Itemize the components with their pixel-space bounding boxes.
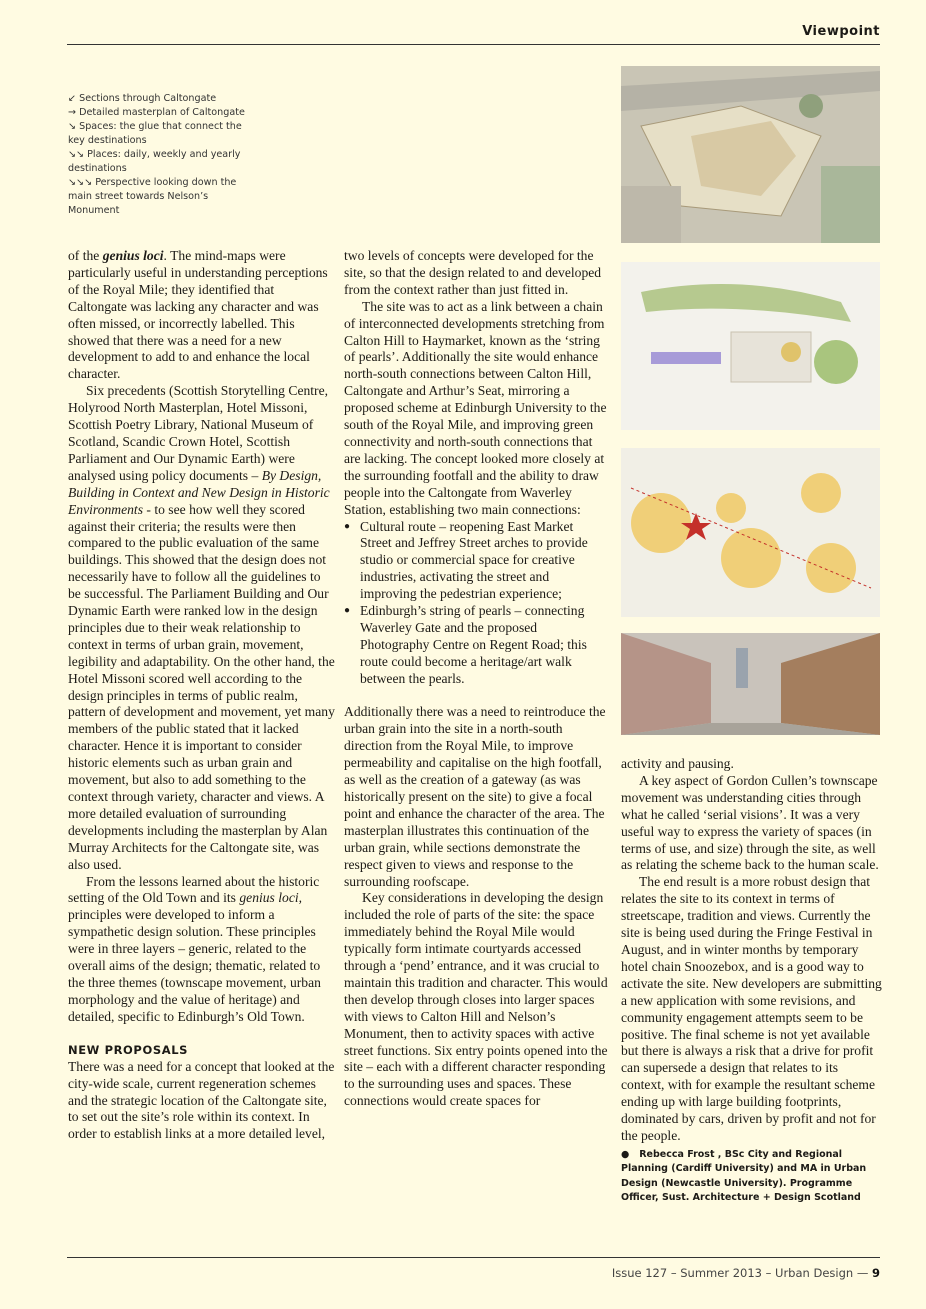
arrow-icon: → <box>68 107 77 118</box>
list-item: ● Edinburgh’s string of pearls – connecting Waverley Gate and the proposed Photography Centre on Regent Road; this route could become a heritage/art walk between the pearls. <box>344 603 608 688</box>
paragraph: From the lessons learned about the historic setting of the Old Town and its genius loci, principles were developed to inform a sympathetic design solution. These principles were in three layers – generic, related to the overall aims of the design; thematic, related to the three themes (townscape movement, urban morphology and the value of heritage) and detailed, specific to Edinburgh’s Old Town. <box>68 873 321 1024</box>
paragraph: A key aspect of Gordon Cullen’s townscape movement was understanding cities through what he called ‘serial visions’. It was a very useful way to express the variety of spaces (in terms of use, and size) through the site, as well as relating the scheme back to the human scale. <box>621 772 879 873</box>
caption-text: Spaces: the glue that connect the key destinations <box>68 121 242 146</box>
spaces-diagram-image <box>621 262 880 430</box>
top-divider <box>67 44 880 45</box>
caption <box>68 148 248 176</box>
paragraph: two levels of concepts were developed for the site, so that the design related to and developed from the context rather than just fitted in. <box>344 248 602 297</box>
page-footer <box>612 1266 880 1280</box>
page-number: 9 <box>871 1266 880 1280</box>
masterplan-image <box>621 66 880 243</box>
paragraph: Six precedents (Scottish Storytelling Centre, Holyrood North Masterplan, Hotel Missoni, Scottish Poetry Library, National Museum of Scotland, Scandic Crown Hotel, Scottish Parliament and Our Dynamic Earth) were analysed using policy documents – By Design, Building in Context and New Design in Historic Environments - to see how well they scored against their criteria; the results were then compared to the public evaluation of the same buildings. This showed that the design does not necessarily have to follow all the guidelines to be successful. The Parliament Building and Our Dynamic Earth were ranked low in the design principles due to their weak relationship to context in terms of urban grain, movement, legibility and adaptability. On the other hand, the Hotel Missoni scored well according to the design principles in terms of public realm, pattern of development and movement, yet many members of the public stated that it lacked character. Hence it is important to consider historic elements such as urban grain and movement, but also to add something to the context through variety, character and views. A more detailed evaluation of surrounding developments including the masterplan by Alan Murray Architects for the Caltongate site, was also used. <box>68 383 335 872</box>
paragraph: Additionally there was a need to reintroduce the urban grain into the site in a north-south direction from the Royal Mile, to improve permeability and capitalise on the high footfall, as well as the creation of a gateway (as was historically present on the site) to give a focal point and enhance the character of the area. The masterplan illustrates this continuation of the urban grain, while sections demonstrate the respect given to views and response to the surrounding roofscape. <box>344 704 606 889</box>
caption-text: Detailed masterplan of Caltongate <box>79 107 245 118</box>
caption <box>68 92 248 106</box>
arrow-icon: ↘ <box>68 121 77 132</box>
arrow-icon: ↘↘ <box>68 149 85 160</box>
column-2 <box>344 248 608 1110</box>
paragraph: Key considerations in developing the design included the role of parts of the site: the space immediately behind the Royal Mile would typically form intimate courtyards accessed through a ‘pend’ entrance, and it was crucial to maintain this tradition and character. This would then develop through closes into larger spaces with views to Calton Hill and Nelson’s Monument, then to activity spaces with active street functions. Six entry points opened into the site – each with a different character responding to the surrounding uses and spaces. These connections would create spaces for <box>344 890 608 1109</box>
paragraph: The end result is a more robust design that relates the site to its context in terms of streetscape, tradition and views. Currently the site is being used during the Fringe Festival in August, and in winter months by temporary hotel chain Snoozebox, and is a good way to activate the site. New developers are submitting a new application with some revisions, and community engagement attempts seem to be positive. The final scheme is not yet available but there is always a risk that a drive for profit can supersede a design that relates to its context, with for example the resultant scheme ending up with large building footprints, dominated by cars, driven by profit and not for the people. <box>621 874 882 1143</box>
caption-text: Places: daily, weekly and yearly destinations <box>68 149 241 174</box>
caption <box>68 120 248 148</box>
places-diagram-image <box>621 448 880 617</box>
paragraph: of the genius loci. The mind-maps were particularly useful in understanding perceptions of the Royal Mile; they identified that Caltongate was lacking any character and was often missed, or incorrectly labelled. This showed that there was a need for a new development to add to and enhance the local character. <box>68 248 328 382</box>
paragraph: The site was to act as a link between a chain of interconnected developments stretching from Calton Hill to Haymarket, known as the ‘string of pearls’. Additionally the site would enhance north-south connections between Calton Hill, Caltongate and Arthur’s Seat, mirroring a proposed scheme at Edinburgh University to the south of the Royal Mile, and improving green connectivity and north-south connections that are lacking. The concept looked more closely at the surrounding footfall and the ability to draw people into the Caltongate from Waverley Station, establishing two main connections: <box>344 298 607 517</box>
street-perspective-image <box>621 633 880 735</box>
issue-info: Issue 127 – Summer 2013 – Urban Design — <box>611 1266 872 1280</box>
caption <box>68 106 248 120</box>
caption-text: Perspective looking down the main street towards Nelson’s Monument <box>68 177 237 216</box>
section-heading: NEW PROPOSALS <box>68 1042 189 1057</box>
caption <box>68 176 248 218</box>
paragraph: There was a need for a concept that looked at the city-wide scale, current regeneration schemes and the strategic location of the Caltongate site, to set out the site’s role within its context. In order to establish links at a more detailed level, <box>68 1058 335 1142</box>
arrow-icon: ↘↘↘ <box>68 177 93 188</box>
section-label: Viewpoint <box>802 24 880 39</box>
bullet-icon: ● <box>621 1148 640 1160</box>
arrow-icon: ↙ <box>68 93 77 104</box>
bottom-divider <box>67 1257 880 1258</box>
list-item: ● Cultural route – reopening East Market Street and Jeffrey Street arches to provide studio or commercial space for creative industries, activating the street and improving the pedestrian experience; <box>344 519 608 604</box>
figure-captions <box>68 92 248 218</box>
column-1 <box>68 248 336 1143</box>
caption-text: Sections through Caltongate <box>79 93 217 104</box>
paragraph: activity and pausing. <box>621 756 734 771</box>
author-bio: ● Rebecca Frost , BSc City and Regional Planning (Cardiff University) and MA in Urban Design (Newcastle University). Programme Officer, Sust. Architecture + Design Scotland <box>621 1148 867 1204</box>
column-3 <box>621 756 883 1206</box>
bullet-list <box>344 519 608 688</box>
